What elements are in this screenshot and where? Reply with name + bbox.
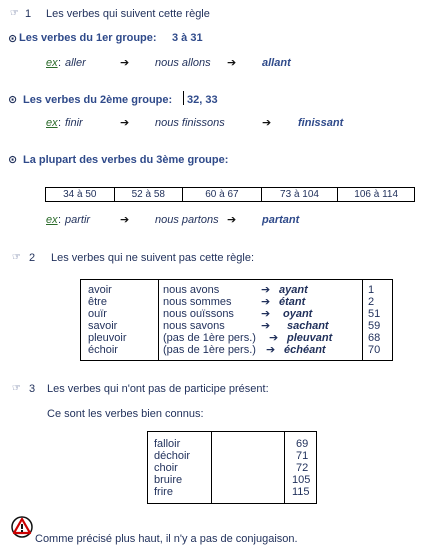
right-arrow-icon: ➔: [261, 307, 271, 320]
right-arrow-icon: ➔: [261, 283, 271, 296]
page-cell: 68: [368, 332, 381, 344]
form-cell: (pas de 1ère pers.): [163, 344, 256, 356]
right-arrow-icon: ➔: [269, 331, 279, 344]
circle-bullet-icon: ⊙: [8, 33, 18, 45]
page-cell: 72: [296, 462, 309, 474]
verb-cell: avoir: [88, 284, 112, 296]
form-cell: nous savons: [163, 320, 225, 332]
participle-cell: oyant: [283, 308, 313, 320]
verb-cell: échoir: [88, 344, 118, 356]
form-cell: nous sommes: [163, 296, 232, 308]
group-label: Les verbes du 1er groupe:: [19, 32, 157, 44]
pointing-hand-icon: ☞: [10, 8, 19, 19]
right-arrow-icon: ➔: [227, 213, 237, 226]
right-arrow-icon: ➔: [120, 56, 130, 69]
section-number: 1: [25, 8, 32, 20]
right-arrow-icon: ➔: [261, 319, 271, 332]
range-cell: 52 à 58: [114, 188, 183, 202]
circle-bullet-icon: ⊙: [8, 154, 18, 166]
example-participle: finissant: [298, 117, 344, 129]
example-colon: :: [58, 214, 62, 226]
example-label: ex: [46, 214, 58, 226]
example-verb: partir: [65, 214, 91, 226]
verb-cell: choir: [154, 462, 178, 474]
group-label: Les verbes du 2ème groupe:: [23, 94, 173, 106]
example-participle: partant: [262, 214, 300, 226]
page-cell: 115: [292, 486, 310, 498]
group-pages: 3 à 31: [172, 32, 203, 44]
section-intro: Ce sont les verbes bien connus:: [47, 408, 204, 420]
right-arrow-icon: ➔: [262, 116, 272, 129]
page-cell: 51: [368, 308, 381, 320]
section-number: 2: [29, 252, 36, 264]
page-cell: 105: [292, 474, 311, 486]
verb-cell: bruire: [154, 474, 183, 486]
verb-cell: être: [88, 296, 107, 308]
right-arrow-icon: ➔: [120, 213, 130, 226]
section-title: Les verbes qui suivent cette règle: [46, 8, 210, 20]
defective-verbs-table: [147, 431, 317, 504]
range-cell: 60 à 67: [183, 188, 262, 202]
example-colon: :: [58, 117, 62, 129]
verb-cell: ouïr: [88, 308, 107, 320]
form-cell: nous ouïssons: [163, 308, 234, 320]
right-arrow-icon: ➔: [120, 116, 130, 129]
verb-cell: frire: [154, 486, 173, 498]
page-ranges-table: [45, 187, 415, 202]
form-cell: nous avons: [163, 284, 220, 296]
participle-cell: étant: [279, 296, 306, 308]
circle-bullet-icon: ⊙: [8, 94, 18, 106]
example-verb: finir: [65, 117, 83, 129]
range-cell: 106 à 114: [338, 188, 415, 202]
page-cell: 2: [368, 296, 375, 308]
participle-cell: ayant: [279, 284, 308, 296]
page-cell: 1: [368, 284, 375, 296]
verb-cell: pleuvoir: [88, 332, 127, 344]
pointing-hand-icon: ☞: [12, 252, 21, 263]
section-title: Les verbes qui n'ont pas de participe présent:: [47, 383, 269, 395]
example-verb: aller: [65, 57, 86, 69]
verb-cell: savoir: [88, 320, 118, 332]
page-cell: 70: [368, 344, 381, 356]
right-arrow-icon: ➔: [227, 56, 237, 69]
group-label: La plupart des verbes du 3ème groupe:: [23, 154, 229, 166]
example-label: ex: [46, 117, 58, 129]
participle-cell: sachant: [287, 320, 329, 332]
example-form: nous partons: [155, 214, 219, 226]
note-text: Comme précisé plus haut, il n'y a pas de conjugaison.: [35, 533, 298, 545]
warning-icon: [11, 516, 33, 538]
page-cell: 71: [296, 450, 309, 462]
participle-cell: échéant: [284, 344, 326, 356]
group-pages: 32, 33: [187, 94, 218, 106]
verb-cell: falloir: [154, 438, 181, 450]
section-title: Les verbes qui ne suivent pas cette règle:: [51, 252, 255, 264]
verb-cell: déchoir: [154, 450, 191, 462]
example-participle: allant: [262, 57, 291, 69]
example-form: nous allons: [155, 57, 211, 69]
page-cell: 59: [368, 320, 381, 332]
text-cursor: [183, 91, 184, 105]
range-cell: 34 à 50: [46, 188, 115, 202]
example-label: ex: [46, 57, 58, 69]
right-arrow-icon: ➔: [266, 343, 276, 356]
range-cell: 73 à 104: [261, 188, 338, 202]
right-arrow-icon: ➔: [261, 295, 271, 308]
example-form: nous finissons: [155, 117, 225, 129]
section-number: 3: [29, 383, 36, 395]
pointing-hand-icon: ☞: [12, 383, 21, 394]
page-cell: 69: [296, 438, 309, 450]
form-cell: (pas de 1ère pers.): [163, 332, 256, 344]
irregular-verbs-table: [80, 279, 393, 361]
example-colon: :: [58, 57, 62, 69]
participle-cell: pleuvant: [287, 332, 333, 344]
